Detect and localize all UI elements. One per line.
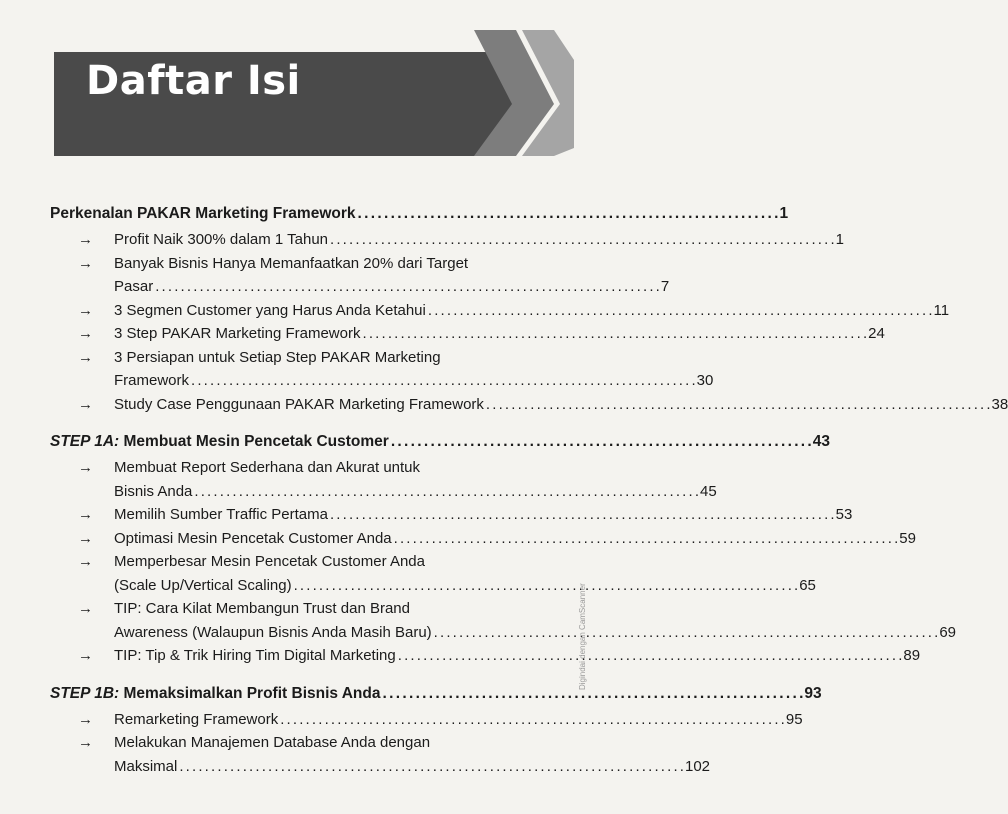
toc-entry[interactable] bbox=[50, 503, 853, 527]
entry-text: TIP: Cara Kilat Membangun Trust dan Brand bbox=[114, 600, 410, 617]
dot-leader bbox=[486, 393, 990, 417]
arrow-icon: → bbox=[78, 734, 93, 751]
section-heading[interactable] bbox=[50, 428, 830, 456]
toc-entry[interactable] bbox=[50, 393, 1008, 417]
entry-text: 3 Persiapan untuk Setiap Step PAKAR Marketing bbox=[114, 348, 441, 366]
entry-text-cont: Framework bbox=[114, 372, 190, 389]
toc-section bbox=[50, 680, 822, 779]
entry-text: Melakukan Manajemen Database Anda dengan bbox=[114, 734, 431, 751]
section-page: 1 bbox=[779, 205, 789, 222]
arrow-icon: → bbox=[78, 325, 93, 342]
toc-entry[interactable] bbox=[50, 299, 950, 323]
dot-leader bbox=[330, 228, 834, 252]
toc-section bbox=[50, 200, 1008, 416]
dot-leader bbox=[330, 503, 834, 527]
toc-entry[interactable] bbox=[50, 252, 670, 299]
dot-leader bbox=[362, 322, 866, 346]
dot-leader bbox=[280, 708, 784, 732]
entry-text: 3 Step PAKAR Marketing Framework bbox=[114, 325, 361, 342]
entry-page: 69 bbox=[939, 623, 956, 641]
toc-entry[interactable] bbox=[50, 731, 711, 778]
entry-page: 65 bbox=[799, 576, 816, 594]
arrow-icon: → bbox=[78, 506, 93, 523]
dot-leader bbox=[398, 644, 902, 668]
toc-entry[interactable] bbox=[50, 644, 921, 668]
section-page: 93 bbox=[804, 684, 822, 702]
entry-text: Optimasi Mesin Pencetak Customer Anda bbox=[114, 529, 392, 547]
arrow-icon: → bbox=[78, 348, 93, 366]
entry-text: 3 Segmen Customer yang Harus Anda Ketahui bbox=[114, 301, 426, 319]
toc-entry[interactable] bbox=[50, 228, 844, 252]
entry-page: 89 bbox=[903, 647, 921, 664]
entry-text-cont: Maksimal bbox=[114, 757, 178, 775]
entry-text: TIP: Tip & Trik Hiring Tim Digital Marketing bbox=[114, 647, 396, 664]
entry-page: 102 bbox=[684, 757, 711, 775]
entry-text: Banyak Bisnis Hanya Memanfaatkan 20% dari Target bbox=[114, 254, 469, 272]
entry-page: 45 bbox=[700, 482, 717, 500]
dot-leader bbox=[434, 621, 938, 645]
dot-leader bbox=[428, 299, 932, 323]
entry-page: 59 bbox=[899, 529, 916, 547]
toc-entry[interactable] bbox=[50, 322, 885, 346]
entry-text-cont: Pasar bbox=[114, 278, 154, 295]
dot-leader bbox=[358, 200, 778, 228]
dot-leader bbox=[391, 428, 811, 456]
entry-page: 30 bbox=[696, 372, 714, 389]
section-heading-text: Memaksimalkan Profit Bisnis Anda bbox=[123, 684, 381, 702]
toc-entry[interactable] bbox=[50, 346, 714, 393]
arrow-icon: → bbox=[78, 459, 93, 476]
entry-page: 1 bbox=[835, 231, 844, 248]
dot-leader bbox=[294, 574, 798, 598]
entry-page: 38 bbox=[991, 395, 1008, 413]
entry-text: Remarketing Framework bbox=[114, 710, 279, 728]
arrow-icon: → bbox=[78, 529, 93, 547]
entry-text: Memilih Sumber Traffic Pertama bbox=[114, 506, 328, 523]
entry-page: 95 bbox=[785, 710, 803, 728]
arrow-icon: → bbox=[78, 395, 93, 413]
entry-text-cont: Awareness (Walaupun Bisnis Anda Masih Baru) bbox=[114, 623, 432, 641]
entry-text-cont: Bisnis Anda bbox=[114, 482, 193, 500]
scanner-watermark: Digindai dengan CamScanner bbox=[578, 583, 587, 690]
entry-text: Memperbesar Mesin Pencetak Customer Anda bbox=[114, 553, 425, 570]
toc-entry[interactable] bbox=[50, 708, 803, 732]
dot-leader bbox=[155, 275, 659, 299]
section-heading-text: Membuat Mesin Pencetak Customer bbox=[123, 433, 389, 450]
entry-text: Profit Naik 300% dalam 1 Tahun bbox=[114, 231, 329, 248]
dot-leader bbox=[191, 369, 695, 393]
section-prefix: STEP 1B: bbox=[50, 684, 120, 702]
entry-page: 7 bbox=[660, 278, 670, 295]
toc-entry[interactable] bbox=[50, 597, 956, 644]
arrow-icon: → bbox=[78, 231, 93, 248]
section-prefix: STEP 1A: bbox=[50, 433, 120, 450]
section-heading[interactable] bbox=[50, 200, 789, 228]
arrow-icon: → bbox=[78, 710, 93, 728]
dot-leader bbox=[194, 480, 698, 504]
dot-leader bbox=[394, 527, 898, 551]
dot-leader bbox=[383, 680, 803, 708]
entry-text: Membuat Report Sederhana dan Akurat untuk bbox=[114, 459, 421, 476]
dot-leader bbox=[179, 755, 683, 779]
page-title: Daftar Isi bbox=[86, 58, 301, 104]
toc-entry[interactable] bbox=[50, 456, 717, 503]
arrow-icon: → bbox=[78, 553, 93, 570]
section-page: 43 bbox=[812, 433, 830, 450]
toc-entry[interactable] bbox=[50, 527, 916, 551]
entry-page: 53 bbox=[835, 506, 853, 523]
toc-entry[interactable] bbox=[50, 550, 816, 597]
entry-text-cont: (Scale Up/Vertical Scaling) bbox=[114, 576, 292, 594]
entry-text: Study Case Penggunaan PAKAR Marketing Framework bbox=[114, 395, 484, 413]
arrow-icon: → bbox=[78, 254, 93, 272]
section-heading-text: Perkenalan PAKAR Marketing Framework bbox=[50, 205, 356, 222]
section-heading[interactable] bbox=[50, 680, 822, 708]
entry-page: 24 bbox=[868, 325, 885, 342]
arrow-icon: → bbox=[78, 647, 93, 664]
arrow-icon: → bbox=[78, 600, 93, 617]
arrow-icon: → bbox=[78, 301, 93, 319]
entry-page: 11 bbox=[933, 301, 950, 319]
